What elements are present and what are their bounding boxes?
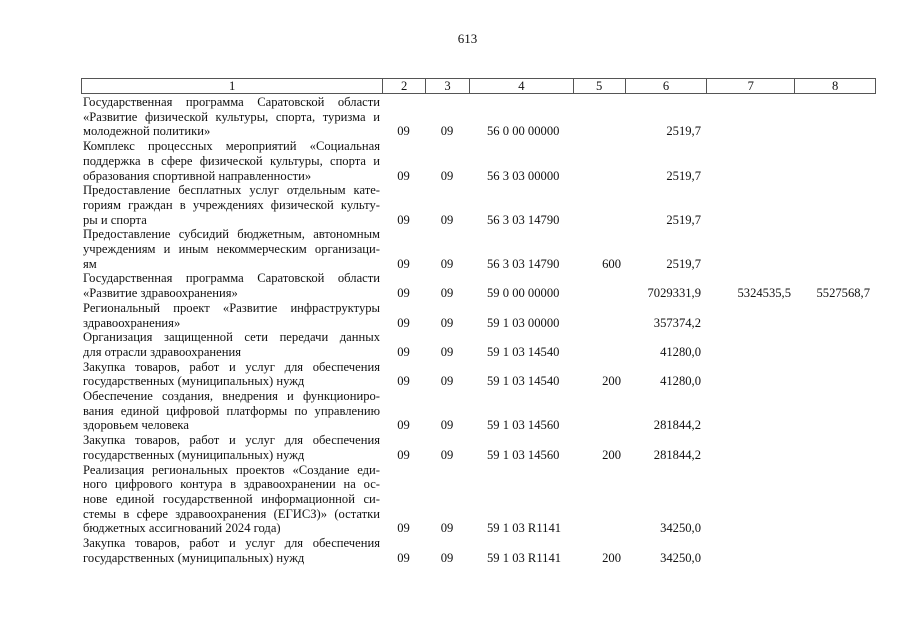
cell-c3: 09	[440, 521, 454, 536]
cell-c2: 09	[397, 418, 410, 433]
table-row	[81, 139, 876, 183]
row-description	[81, 183, 382, 227]
cell-c2: 09	[397, 256, 410, 271]
description-line: молодежной политики»	[83, 124, 211, 139]
cell-c4: 59 1 03 14540	[487, 344, 560, 359]
description-line: Предоставление субсидий бюджетным, автономным	[83, 227, 380, 242]
description-line: государственных (муниципальных) нужд	[83, 374, 305, 389]
cell-c4: 59 0 00 00000	[487, 286, 560, 301]
cell-c3: 09	[440, 374, 454, 389]
cell-c2: 09	[397, 550, 410, 565]
column-header-8: 8	[794, 79, 875, 93]
table-row	[81, 227, 876, 271]
row-description	[81, 389, 382, 433]
description-line: здравоохранения»	[83, 315, 181, 330]
cell-c2: 09	[397, 374, 410, 389]
table-row	[81, 183, 876, 227]
cell-c6: 34250,0	[660, 550, 701, 565]
cell-c6: 2519,7	[666, 212, 701, 227]
row-description	[81, 463, 382, 537]
cell-c3: 09	[440, 256, 454, 271]
table-body	[81, 94, 876, 566]
cell-c4: 59 1 03 R1141	[487, 550, 562, 565]
row-description	[81, 330, 382, 359]
cell-c6: 41280,0	[660, 374, 701, 389]
description-line: Государственная программа Саратовской области	[83, 271, 380, 286]
cell-c3: 09	[440, 168, 454, 183]
description-line: государственных (муниципальных) нужд	[83, 447, 305, 462]
description-line: государственных (муниципальных) нужд	[83, 550, 305, 565]
cell-c4: 59 1 03 14560	[487, 418, 560, 433]
cell-c7: 5324535,5	[737, 286, 791, 301]
table-row	[81, 433, 876, 462]
cell-c4: 59 1 03 00000	[487, 315, 560, 330]
table-header	[81, 78, 876, 94]
description-line: Организация защищенной сети передачи данных	[83, 330, 380, 345]
cell-c3: 09	[440, 315, 454, 330]
cell-c5: 200	[602, 374, 621, 389]
row-description	[81, 360, 382, 389]
table-row	[81, 330, 876, 359]
row-description	[81, 227, 382, 271]
row-description	[81, 95, 382, 139]
cell-c2: 09	[397, 447, 410, 462]
column-header-4: 4	[469, 79, 573, 93]
column-header-5: 5	[573, 79, 625, 93]
table-row	[81, 463, 876, 537]
description-line: Реализация региональных проектов «Создание еди-	[83, 462, 380, 477]
description-line: ям	[83, 256, 97, 271]
cell-c4: 59 1 03 14560	[487, 447, 560, 462]
cell-c6: 281844,2	[653, 418, 701, 433]
cell-c6: 2519,7	[666, 124, 701, 139]
description-line: стемы в сфере здравоохранения (ЕГИСЗ)» (остатки	[83, 506, 380, 521]
cell-c4: 56 3 03 14790	[487, 212, 560, 227]
description-line: ры и спорта	[83, 212, 147, 227]
description-line: Закупка товаров, работ и услуг для обеспечения	[83, 433, 380, 448]
description-line: «Развитие здравоохранения»	[83, 286, 238, 301]
cell-c2: 09	[397, 168, 410, 183]
cell-c4: 59 1 03 14540	[487, 374, 560, 389]
cell-c3: 09	[440, 286, 454, 301]
description-line: бюджетных ассигнований 2024 года)	[83, 521, 281, 536]
cell-c3: 09	[440, 447, 454, 462]
description-line: Государственная программа Саратовской области	[83, 95, 380, 109]
description-line: вания единой цифровой платформы по управлению	[83, 403, 380, 418]
cell-c6: 2519,7	[666, 168, 701, 183]
cell-c4: 59 1 03 R1141	[487, 521, 562, 536]
description-line: нове единой государственной информационной си-	[83, 491, 380, 506]
cell-c6: 281844,2	[653, 447, 701, 462]
cell-c2: 09	[397, 212, 410, 227]
column-header-7: 7	[706, 79, 794, 93]
description-line: Предоставление бесплатных услуг отдельным кате-	[83, 183, 380, 198]
cell-c2: 09	[397, 315, 410, 330]
cell-c4: 56 0 00 00000	[487, 124, 560, 139]
cell-c5: 600	[602, 256, 621, 271]
cell-c2: 09	[397, 344, 410, 359]
row-description	[81, 433, 382, 462]
table-row	[81, 536, 876, 565]
page-number: 613	[457, 31, 478, 46]
table-row	[81, 95, 876, 139]
row-description	[81, 536, 382, 565]
cell-c6: 34250,0	[660, 521, 701, 536]
column-header-2: 2	[382, 79, 425, 93]
cell-c6: 357374,2	[653, 315, 701, 330]
description-line: гориям граждан в учреждениях физической культу-	[83, 197, 380, 212]
row-description	[81, 139, 382, 183]
column-header-3: 3	[425, 79, 469, 93]
cell-c5: 200	[602, 447, 621, 462]
budget-table	[81, 78, 876, 566]
cell-c2: 09	[397, 521, 410, 536]
description-line: Закупка товаров, работ и услуг для обеспечения	[83, 536, 380, 551]
cell-c3: 09	[440, 212, 454, 227]
table-row	[81, 301, 876, 330]
cell-c3: 09	[440, 124, 454, 139]
cell-c8: 5527568,7	[816, 286, 870, 301]
cell-c2: 09	[397, 286, 410, 301]
cell-c6: 41280,0	[660, 344, 701, 359]
description-line: Закупка товаров, работ и услуг для обеспечения	[83, 359, 380, 374]
cell-c3: 09	[440, 418, 454, 433]
row-description	[81, 271, 382, 300]
cell-c3: 09	[440, 344, 454, 359]
column-header-6: 6	[625, 79, 707, 93]
cell-c4: 56 3 03 00000	[487, 168, 560, 183]
description-line: Комплекс процессных мероприятий «Социальная	[83, 139, 380, 154]
table-row	[81, 360, 876, 389]
cell-c5: 200	[602, 550, 621, 565]
cell-c6: 7029331,9	[647, 286, 701, 301]
cell-c2: 09	[397, 124, 410, 139]
description-line: образования спортивной направленности»	[83, 168, 312, 183]
description-line: здоровьем человека	[83, 418, 189, 433]
description-line: «Развитие физической культуры, спорта, туризма и	[83, 109, 380, 124]
cell-c3: 09	[440, 550, 454, 565]
cell-c4: 56 3 03 14790	[487, 256, 560, 271]
table-row	[81, 389, 876, 433]
description-line: для отрасли здравоохранения	[83, 344, 242, 359]
column-header-1: 1	[228, 79, 236, 93]
description-line: поддержка в сфере физической культуры, спорта и	[83, 153, 380, 168]
description-line: Региональный проект «Развитие инфраструктуры	[83, 300, 380, 315]
cell-c6: 2519,7	[666, 256, 701, 271]
description-line: учреждениям и иным некоммерческим организаци-	[83, 242, 380, 257]
description-line: Обеспечение создания, внедрения и функциониро-	[83, 389, 380, 404]
description-line: ного цифрового контура в здравоохранении на ос-	[83, 477, 380, 492]
row-description	[81, 301, 382, 330]
table-row	[81, 271, 876, 300]
